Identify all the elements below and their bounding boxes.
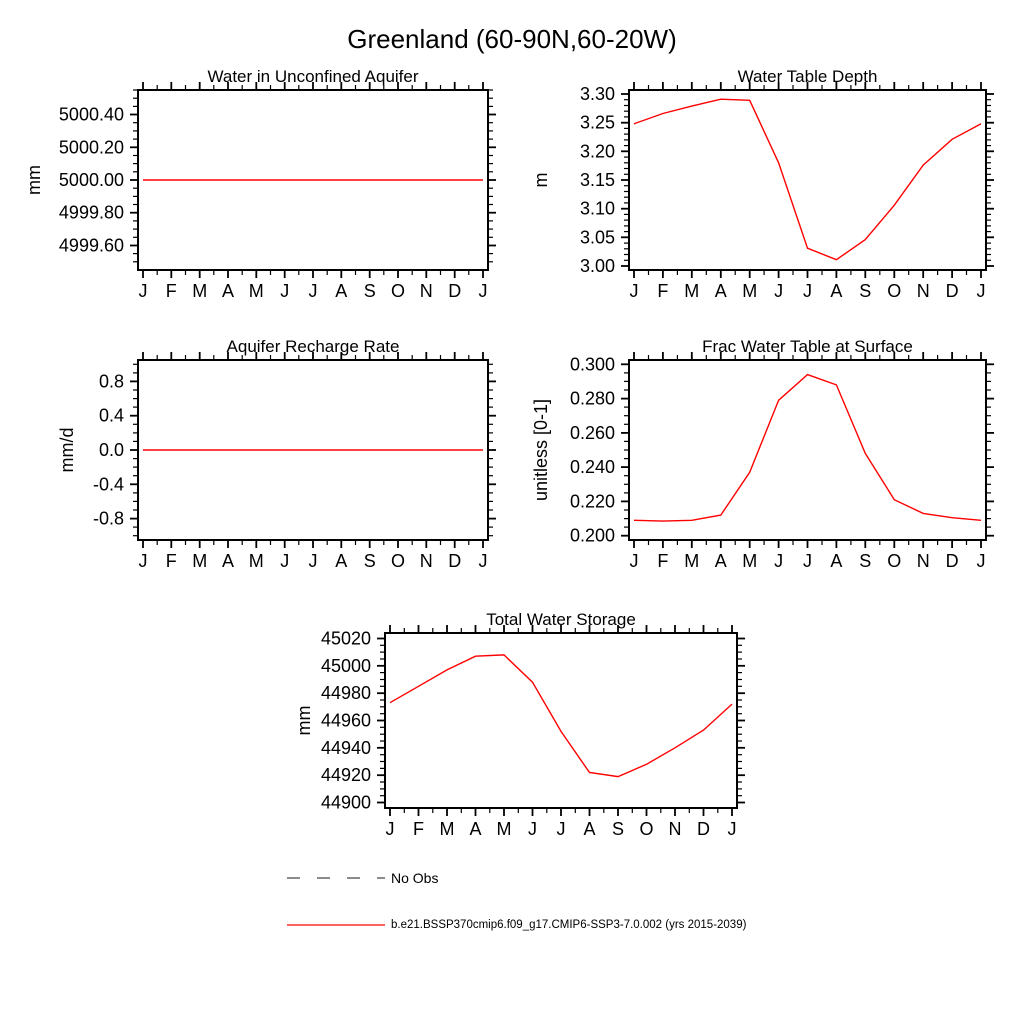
y-axis-label: mm xyxy=(294,705,314,736)
x-tick-label: J xyxy=(138,281,148,301)
x-tick-label: J xyxy=(774,281,784,301)
y-tick-label: -0.8 xyxy=(92,508,124,529)
x-tick-label: D xyxy=(945,551,959,571)
legend-no-obs xyxy=(287,870,438,886)
x-tick-label: J xyxy=(803,551,812,571)
x-tick-label: A xyxy=(221,551,235,571)
y-axis-label: m xyxy=(531,172,551,188)
chart-title: Total Water Storage xyxy=(486,610,636,629)
x-tick-label: N xyxy=(668,819,682,839)
x-tick-label: S xyxy=(859,281,872,301)
x-tick-label: M xyxy=(248,551,264,571)
x-tick-label: J xyxy=(385,819,395,839)
x-tick-label: A xyxy=(469,819,482,839)
x-tick-label: J xyxy=(280,551,290,571)
y-axis-label: mm xyxy=(24,165,44,195)
series-line xyxy=(390,655,732,777)
x-tick-label: M xyxy=(742,551,758,571)
y-tick-label: 0.280 xyxy=(569,388,615,409)
x-tick-label: J xyxy=(629,281,639,301)
no-obs-line-sample-icon xyxy=(287,876,385,880)
x-tick-label: F xyxy=(657,551,669,571)
x-tick-label: M xyxy=(192,551,208,571)
chart-title: Aquifer Recharge Rate xyxy=(226,337,400,356)
y-tick-label: 4999.80 xyxy=(58,202,124,223)
x-tick-label: F xyxy=(657,281,669,301)
x-tick-label: F xyxy=(165,551,177,571)
page-title: Greenland (60-90N,60-20W) xyxy=(347,24,677,54)
x-tick-label: S xyxy=(611,819,625,839)
x-tick-label: D xyxy=(448,551,462,571)
y-tick-label: 3.20 xyxy=(579,141,615,162)
x-tick-label: J xyxy=(727,819,737,839)
y-tick-label: 5000.00 xyxy=(58,170,124,190)
legend-model-run xyxy=(287,918,746,932)
x-tick-label: O xyxy=(639,819,654,839)
x-tick-label: O xyxy=(390,551,406,571)
x-tick-label: A xyxy=(583,819,596,839)
x-tick-label: J xyxy=(629,551,639,571)
y-tick-label: -0.4 xyxy=(92,474,124,495)
legend-model-label: b.e21.BSSP370cmip6.f09_g17.CMIP6-SSP3-7.0.002 (yrs 2015-2039) xyxy=(391,919,747,931)
x-tick-label: M xyxy=(742,281,758,301)
x-tick-label: N xyxy=(916,281,930,301)
x-tick-label: M xyxy=(496,819,512,839)
x-tick-label: A xyxy=(830,281,843,301)
y-tick-label: 44960 xyxy=(320,710,371,731)
y-tick-label: 0.240 xyxy=(569,457,615,478)
y-tick-label: 44900 xyxy=(320,792,371,813)
x-tick-label: D xyxy=(697,819,710,839)
x-tick-label: M xyxy=(439,819,455,839)
x-tick-label: J xyxy=(308,281,318,301)
plot-border xyxy=(385,633,737,808)
x-tick-label: A xyxy=(714,281,727,301)
y-tick-label: 5000.40 xyxy=(58,104,124,125)
chart-aquifer-recharge-rate xyxy=(57,337,496,571)
chart-title: Water Table Depth xyxy=(737,67,878,86)
x-tick-label: D xyxy=(945,281,959,301)
y-tick-label: 45020 xyxy=(320,628,371,649)
y-tick-label: 3.15 xyxy=(579,170,615,190)
y-tick-label: 3.25 xyxy=(579,112,615,133)
series-line xyxy=(634,375,981,521)
x-tick-label: J xyxy=(556,819,566,839)
x-tick-label: O xyxy=(887,281,902,301)
x-tick-label: J xyxy=(976,281,986,301)
y-axis-label: mm/d xyxy=(57,427,77,473)
x-tick-label: M xyxy=(684,551,700,571)
y-tick-label: 0.300 xyxy=(569,354,615,375)
x-tick-label: N xyxy=(916,551,930,571)
plot-border xyxy=(629,360,986,540)
y-tick-label: 3.10 xyxy=(579,198,615,219)
y-tick-label: 0.260 xyxy=(569,422,615,443)
x-tick-label: M xyxy=(192,281,208,301)
x-tick-label: J xyxy=(478,281,488,301)
y-tick-label: 5000.20 xyxy=(58,137,124,158)
x-tick-label: J xyxy=(478,551,488,571)
x-tick-label: J xyxy=(803,281,812,301)
y-axis-label: unitless [0-1] xyxy=(531,398,551,502)
y-tick-label: 0.8 xyxy=(98,371,124,392)
x-tick-label: J xyxy=(308,551,318,571)
x-tick-label: J xyxy=(138,551,148,571)
chart-title: Frac Water Table at Surface xyxy=(702,337,913,356)
x-tick-label: M xyxy=(248,281,264,301)
legend-no-obs-label: No Obs xyxy=(391,870,439,886)
x-tick-label: O xyxy=(887,551,902,571)
x-tick-label: D xyxy=(448,281,462,301)
x-tick-label: J xyxy=(774,551,784,571)
y-tick-label: 3.00 xyxy=(579,256,615,276)
plot-border xyxy=(629,90,986,270)
x-tick-label: A xyxy=(714,551,727,571)
y-tick-label: 44920 xyxy=(320,765,371,786)
y-tick-label: 3.30 xyxy=(579,84,615,104)
chart-frac-water-table-at-surface xyxy=(531,337,994,571)
x-tick-label: A xyxy=(335,551,348,571)
x-tick-label: A xyxy=(221,281,235,301)
y-tick-label: 0.220 xyxy=(569,491,615,512)
y-tick-label: 44940 xyxy=(320,737,371,758)
y-tick-label: 4999.60 xyxy=(58,235,124,256)
x-tick-label: S xyxy=(363,551,376,571)
x-tick-label: J xyxy=(528,819,537,839)
chart-title: Water in Unconfined Aquifer xyxy=(207,67,419,86)
y-tick-label: 0.200 xyxy=(569,525,615,546)
y-tick-label: 45000 xyxy=(320,655,371,676)
y-tick-label: 44980 xyxy=(320,683,371,704)
x-tick-label: S xyxy=(363,281,376,301)
x-tick-label: M xyxy=(684,281,700,301)
chart-total-water-storage xyxy=(294,610,745,839)
x-tick-label: F xyxy=(413,819,424,839)
model-line-sample-icon xyxy=(287,923,385,927)
x-tick-label: O xyxy=(390,281,406,301)
x-tick-label: F xyxy=(165,281,177,301)
y-tick-label: 0.4 xyxy=(98,405,124,426)
y-tick-label: 3.05 xyxy=(579,227,615,248)
x-tick-label: S xyxy=(859,551,872,571)
x-tick-label: J xyxy=(280,281,290,301)
series-line xyxy=(634,99,981,260)
x-tick-label: A xyxy=(830,551,843,571)
y-tick-label: 0.0 xyxy=(98,440,124,460)
x-tick-label: N xyxy=(419,281,433,301)
chart-water-table-depth xyxy=(531,67,994,301)
x-tick-label: N xyxy=(419,551,433,571)
chart-water-in-unconfined-aquifer xyxy=(24,67,496,301)
x-tick-label: J xyxy=(976,551,986,571)
x-tick-label: A xyxy=(335,281,348,301)
